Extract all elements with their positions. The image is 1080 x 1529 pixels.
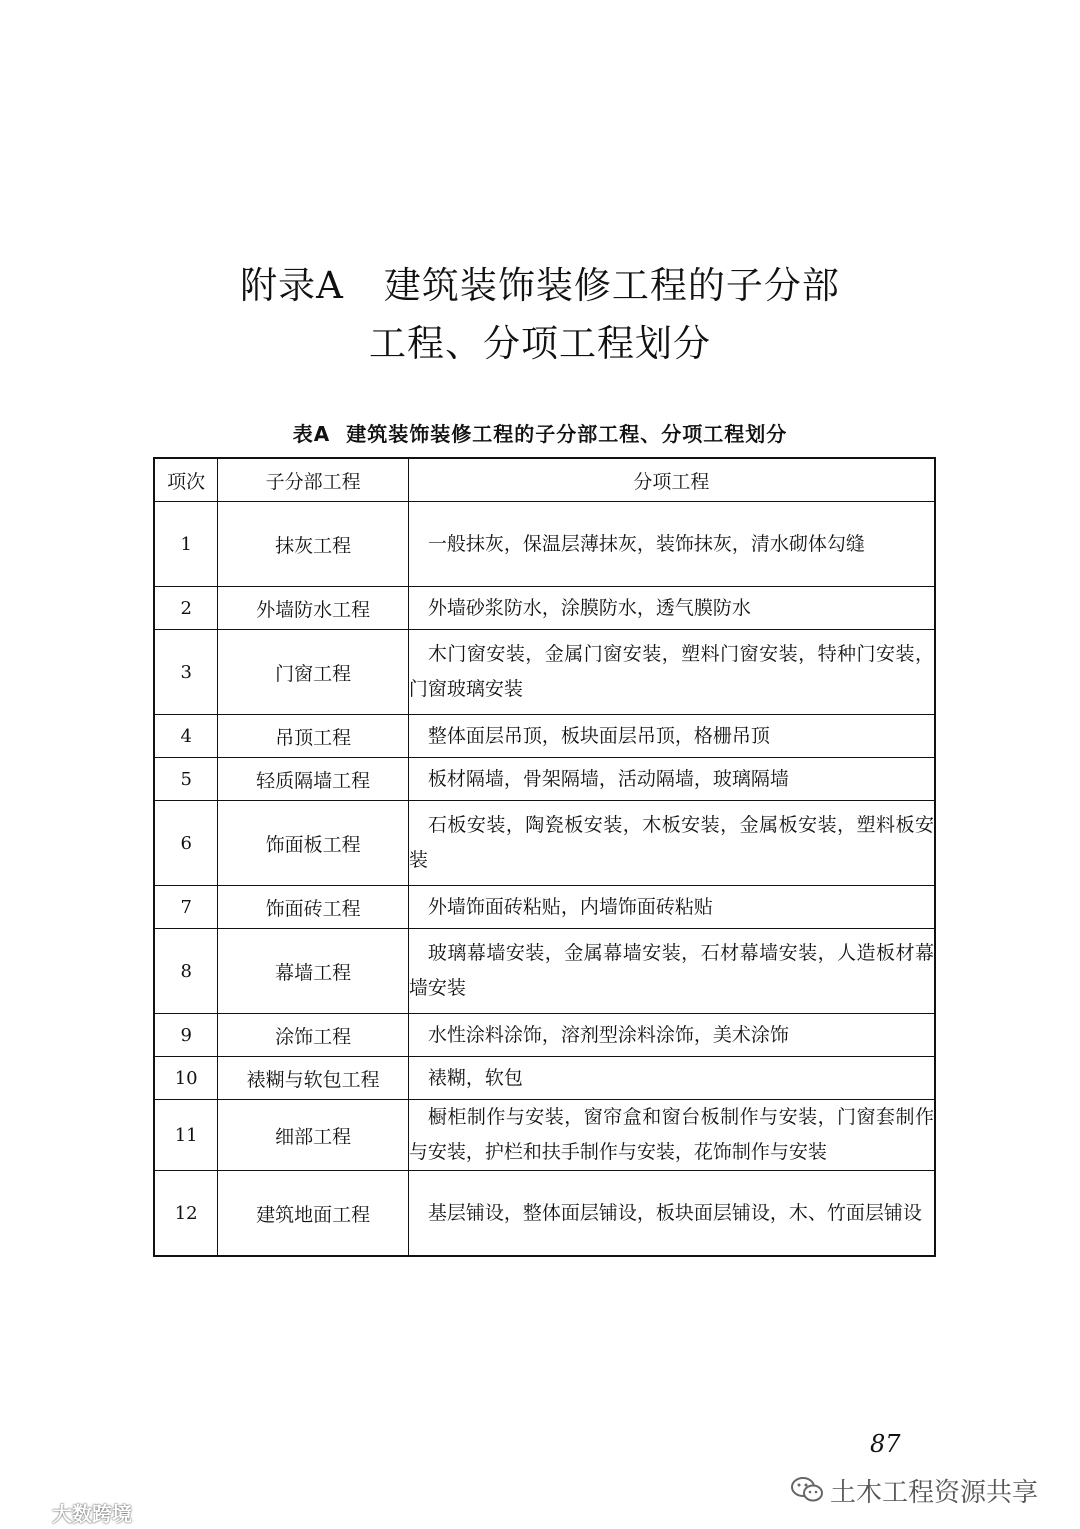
row-items: 橱柜制作与安装，窗帘盒和窗台板制作与安装，门窗套制作与安装，护栏和扶手制作与安装，花饰制作与安装: [408, 1100, 935, 1171]
watermark-brand: [10, 1498, 132, 1528]
row-no: 10: [154, 1057, 218, 1100]
row-no: 8: [154, 929, 218, 1014]
row-sub: 轻质隔墙工程: [218, 758, 409, 801]
row-sub: 建筑地面工程: [218, 1171, 409, 1257]
watermark-source-text: 土木工程资源共享: [830, 1478, 1039, 1508]
title-prefix: 附录A: [240, 264, 344, 307]
title-line-2: 工程、分项工程划分: [369, 322, 711, 365]
row-sub: 细部工程: [218, 1100, 409, 1171]
row-sub: 外墙防水工程: [218, 587, 409, 630]
row-items: 水性涂料涂饰，溶剂型涂料涂饰，美术涂饰: [408, 1014, 935, 1057]
table-row: [154, 758, 935, 801]
row-no: 4: [154, 715, 218, 758]
wechat-icon: [790, 1476, 824, 1511]
table-row: [154, 1014, 935, 1057]
page-number: 87: [870, 1430, 901, 1458]
table-row: [154, 886, 935, 929]
header-items: 分项工程: [408, 458, 935, 502]
row-items: 裱糊，软包: [408, 1057, 935, 1100]
table-row: [154, 929, 935, 1014]
row-no: 9: [154, 1014, 218, 1057]
row-items: 板材隔墙，骨架隔墙，活动隔墙，玻璃隔墙: [408, 758, 935, 801]
row-no: 2: [154, 587, 218, 630]
table-row: [154, 1171, 935, 1257]
row-no: 1: [154, 502, 218, 587]
table-row: [154, 630, 935, 715]
row-items: 一般抹灰，保温层薄抹灰，装饰抹灰，清水砌体勾缝: [408, 502, 935, 587]
table-row: [154, 1100, 935, 1171]
row-no: 6: [154, 801, 218, 886]
row-sub: 门窗工程: [218, 630, 409, 715]
row-no: 7: [154, 886, 218, 929]
header-no: 项次: [154, 458, 218, 502]
table-header-row: [154, 458, 935, 502]
row-no: 5: [154, 758, 218, 801]
row-items: 外墙砂浆防水，涂膜防水，透气膜防水: [408, 587, 935, 630]
row-sub: 饰面砖工程: [218, 886, 409, 929]
row-sub: 幕墙工程: [218, 929, 409, 1014]
row-sub: 吊顶工程: [218, 715, 409, 758]
division-table: [153, 457, 936, 1257]
table-row: [154, 801, 935, 886]
row-sub: 涂饰工程: [218, 1014, 409, 1057]
table-caption: [0, 418, 1080, 447]
row-sub: 饰面板工程: [218, 801, 409, 886]
row-items: 石板安装，陶瓷板安装，木板安装，金属板安装，塑料板安装: [408, 801, 935, 886]
appendix-title: [0, 258, 1080, 372]
caption-rest: 建筑装饰装修工程的子分部工程、分项工程划分: [346, 422, 788, 446]
watermark-brand-text: 大数跨境: [52, 1502, 132, 1526]
row-items: 木门窗安装，金属门窗安装，塑料门窗安装，特种门安装，门窗玻璃安装: [408, 630, 935, 715]
title-rest: 建筑装饰装修工程的子分部: [383, 264, 840, 307]
table-row: [154, 587, 935, 630]
brand-logo-icon: [10, 1503, 48, 1528]
header-sub: 子分部工程: [218, 458, 409, 502]
row-items: 整体面层吊顶，板块面层吊顶，格栅吊顶: [408, 715, 935, 758]
title-line-1: [0, 258, 1080, 314]
row-no: 11: [154, 1100, 218, 1171]
row-sub: 抹灰工程: [218, 502, 409, 587]
watermark-source: [790, 1472, 1038, 1511]
caption-prefix: 表A: [292, 422, 331, 446]
row-items: 玻璃幕墙安装，金属幕墙安装，石材幕墙安装，人造板材幕墙安装: [408, 929, 935, 1014]
table-row: [154, 1057, 935, 1100]
row-no: 3: [154, 630, 218, 715]
row-no: 12: [154, 1171, 218, 1257]
table-row: [154, 502, 935, 587]
row-items: 外墙饰面砖粘贴，内墙饰面砖粘贴: [408, 886, 935, 929]
row-sub: 裱糊与软包工程: [218, 1057, 409, 1100]
table-row: [154, 715, 935, 758]
row-items: 基层铺设，整体面层铺设，板块面层铺设，木、竹面层铺设: [408, 1171, 935, 1257]
